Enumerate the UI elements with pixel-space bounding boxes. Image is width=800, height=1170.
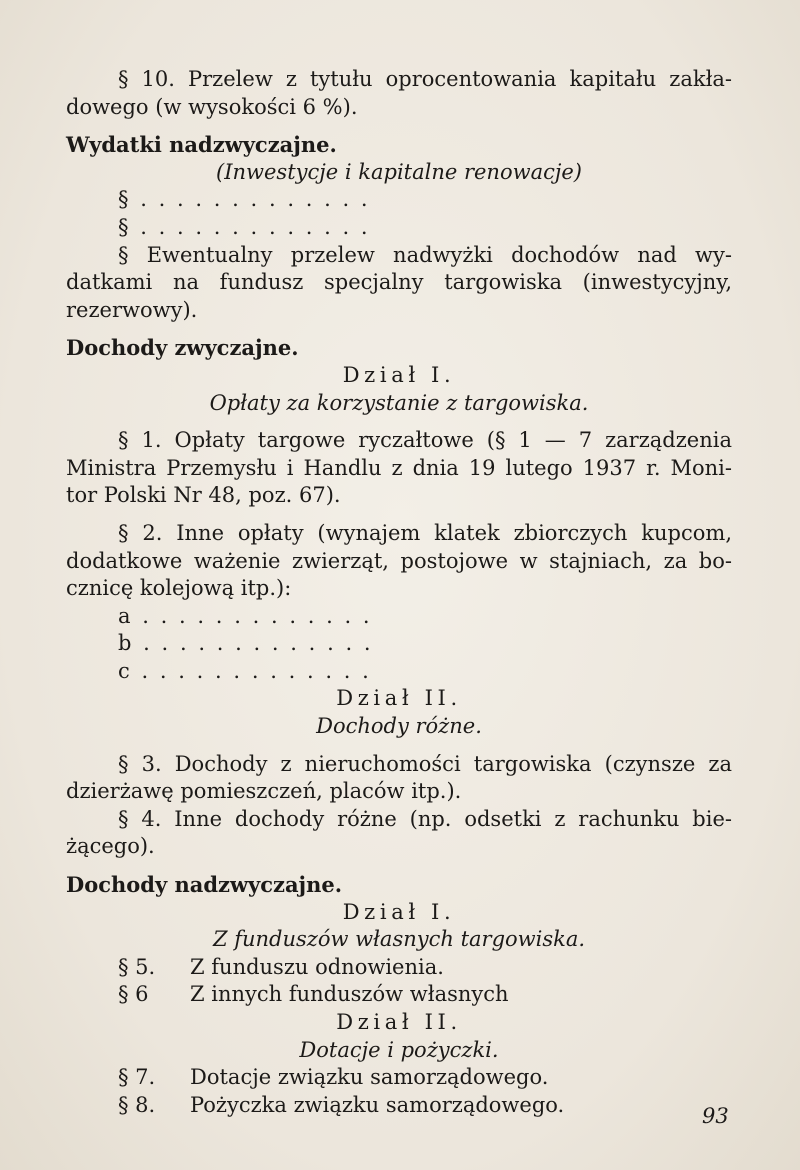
placeholder-paragraph-1: § . . . . . . . . . . . . . bbox=[118, 187, 371, 212]
subheading-fundusze: Z funduszów własnych targowiska. bbox=[212, 927, 586, 952]
paragraph-2-line-3: cznicę kolejową itp.): bbox=[66, 576, 292, 601]
section-dzial-1b: Dział I. bbox=[342, 899, 456, 924]
list-item-b: b . . . . . . . . . . . . . bbox=[118, 631, 374, 656]
paragraph-4-line-1: § 4. Inne dochody różne (np. odsetki z rachunku bie- bbox=[118, 806, 732, 831]
heading-wydatki-nadzwyczajne: Wydatki nadzwyczajne. bbox=[66, 132, 337, 158]
paragraph-ewentualny-line-1: § Ewentualny przelew nadwyżki dochodów nad wy- bbox=[118, 242, 732, 267]
list-item-c: c . . . . . . . . . . . . . bbox=[118, 658, 372, 683]
paragraph-8-number: § 8. bbox=[118, 1092, 156, 1117]
heading-dochody-nadzwyczajne: Dochody nadzwyczajne. bbox=[66, 872, 343, 898]
page-text bbox=[66, 66, 732, 1119]
paragraph-7-number: § 7. bbox=[118, 1065, 156, 1090]
paragraph-ewentualny-line-2: datkami na fundusz specjalny targowiska (inwestycyjny, bbox=[66, 270, 732, 295]
paragraph-5 bbox=[66, 954, 732, 982]
paragraph-7 bbox=[66, 1064, 732, 1092]
paragraph-5-number: § 5. bbox=[118, 954, 156, 979]
list-item-a: a . . . . . . . . . . . . . bbox=[118, 603, 373, 628]
paragraph-3-line-1: § 3. Dochody z nieruchomości targowiska (czynsze za bbox=[118, 751, 732, 776]
subheading-oplaty: Opłaty za korzystanie z targowiska. bbox=[209, 390, 589, 415]
paragraph-1-line-3: tor Polski Nr 48, poz. 67). bbox=[66, 483, 341, 508]
section-dzial-2: Dział II. bbox=[336, 686, 462, 711]
paragraph-1-line-2: Ministra Przemysłu i Handlu z dnia 19 lutego 1937 r. Moni- bbox=[66, 455, 732, 480]
paragraph-2-line-1: § 2. Inne opłaty (wynajem klatek zbiorczych kupcom, bbox=[118, 520, 732, 545]
page-number: 93 bbox=[702, 1104, 729, 1128]
paragraph-3-line-2: dzierżawę pomieszczeń, placów itp.). bbox=[66, 779, 462, 804]
heading-dochody-zwyczajne: Dochody zwyczajne. bbox=[66, 335, 299, 361]
paragraph-7-text: Dotacje związku samorządowego. bbox=[190, 1065, 549, 1090]
section-dzial-2b: Dział II. bbox=[336, 1010, 462, 1034]
subheading-inwestycje: (Inwestycje i kapitalne renowacje) bbox=[216, 159, 582, 184]
subheading-dotacje: Dotacje i pożyczki. bbox=[299, 1037, 499, 1062]
paragraph-2-line-2: dodatkowe ważenie zwierząt, postojowe w stajniach, za bo- bbox=[66, 548, 732, 573]
section-dzial-1: Dział I. bbox=[342, 362, 456, 387]
paragraph-6 bbox=[66, 981, 732, 1009]
paragraph-ewentualny-line-3: rezerwowy). bbox=[66, 297, 198, 322]
paragraph-1-line-1: § 1. Opłaty targowe ryczałtowe (§ 1 — 7 zarządzenia bbox=[118, 428, 732, 453]
paragraph-4-line-2: żącego). bbox=[66, 834, 155, 859]
placeholder-paragraph-2: § . . . . . . . . . . . . . bbox=[118, 214, 371, 239]
paragraph-6-number: § 6 bbox=[118, 982, 149, 1007]
paragraph-8-text: Pożyczka związku samorządowego. bbox=[190, 1092, 565, 1117]
paragraph-10-line-1: § 10. Przelew z tytułu oprocentowania kapitału zakła- bbox=[118, 67, 732, 91]
paragraph-5-text: Z funduszu odnowienia. bbox=[190, 954, 444, 979]
subheading-dochody-rozne: Dochody różne. bbox=[316, 714, 482, 739]
paragraph-10-line-2: dowego (w wysokości 6 %). bbox=[66, 94, 358, 119]
paragraph-8 bbox=[66, 1092, 732, 1120]
paragraph-6-text: Z innych funduszów własnych bbox=[190, 982, 509, 1007]
